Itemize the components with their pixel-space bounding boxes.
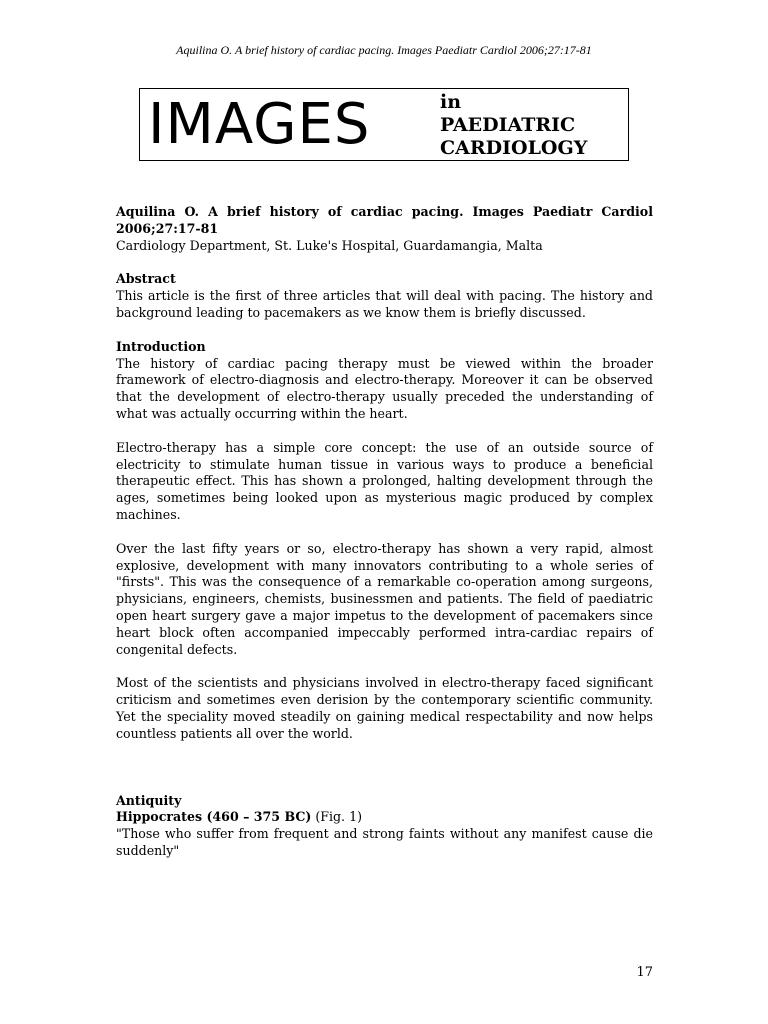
introduction-heading: Introduction (116, 338, 206, 354)
logo-subtitle (440, 91, 587, 160)
spacer (116, 658, 653, 675)
citation: Aquilina O. A brief history of cardiac pacing. Images Paediatr Cardiol 2006;27:17-81 (116, 204, 653, 236)
spacer (116, 423, 653, 440)
affiliation: Cardiology Department, St. Luke's Hospital, Guardamangia, Malta (116, 237, 543, 253)
spacer (116, 322, 653, 339)
introduction-paragraph-3: Over the last fifty years or so, electro-therapy has shown a very rapid, almost explosive, development with many innovators contributing to a whole series of "firsts". This was the consequence of a remarkable co-operation among surgeons, physicians, engineers, chemists, businessmen and patients. The field of paediatric open heart surgery gave a major impetus to the development of pacemakers since heart block often accompanied impeccably performed intra-cardiac repairs of congenital defects. (116, 540, 653, 657)
hippocrates-name: Hippocrates (460 – 375 BC) (116, 809, 312, 825)
article-body (116, 204, 653, 860)
introduction-paragraph-2: Electro-therapy has a simple core concept: the use of an outside source of electricity to stimulate human tissue in various ways to produce a beneficial therapeutic effect. This has shown a prolonged, halting development through the ages, sometimes being looked upon as mysterious magic produced by complex machines. (116, 439, 653, 522)
logo-main-word: IMAGES (148, 92, 371, 157)
logo-line-cardiology: CARDIOLOGY (440, 137, 588, 159)
running-header: Aquilina O. A brief history of cardiac pacing. Images Paediatr Cardiol 2006;27:17-81 (176, 43, 592, 57)
abstract-heading: Abstract (116, 271, 176, 287)
page-number: 17 (636, 965, 653, 980)
journal-logo (139, 88, 629, 161)
figure-reference: (Fig. 1) (311, 809, 362, 825)
hippocrates-heading (116, 809, 653, 826)
hippocrates-quote: "Those who suffer from frequent and strong faints without any manifest cause die suddenly" (116, 826, 653, 858)
spacer (116, 254, 653, 271)
introduction-paragraph-1: The history of cardiac pacing therapy must be viewed within the broader framework of electro-diagnosis and electro-therapy. Moreover it can be observed that the development of electro-therapy usually preceded the understanding of what was actually occurring within the heart. (116, 355, 653, 421)
spacer (116, 743, 653, 793)
abstract-text: This article is the first of three articles that will deal with pacing. The history and background leading to pacemakers as we know them is briefly discussed. (116, 288, 653, 320)
antiquity-heading: Antiquity (116, 792, 182, 808)
logo-line-in: in (440, 91, 462, 113)
introduction-paragraph-4: Most of the scientists and physicians involved in electro-therapy faced significant criticism and sometimes even derision by the contemporary scientific community. Yet the speciality moved steadily on gaining medical respectability and now helps countless patients all over the world. (116, 675, 653, 741)
logo-line-paediatric: PAEDIATRIC (440, 114, 576, 136)
spacer (116, 524, 653, 541)
